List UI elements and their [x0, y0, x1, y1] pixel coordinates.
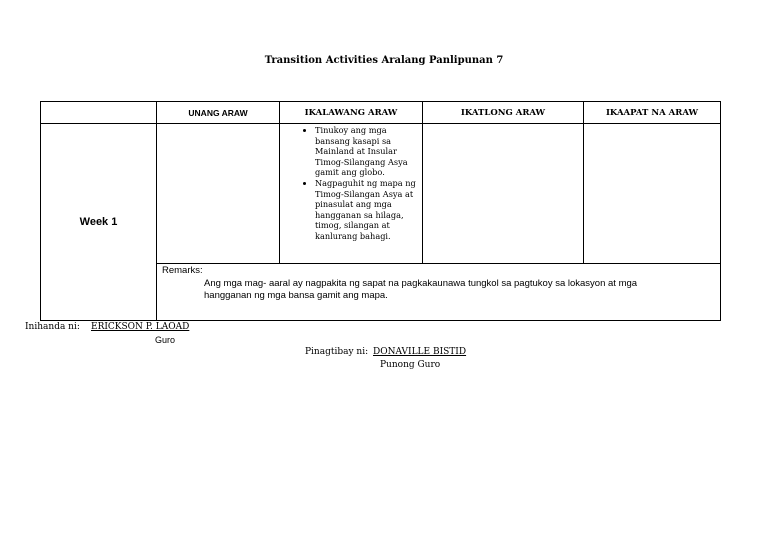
day2-cell: [280, 124, 423, 264]
approved-by-role: Punong Guro: [380, 360, 441, 370]
day2-task-list: [280, 125, 422, 242]
week-label: Week 1: [41, 124, 157, 321]
day1-cell: [157, 124, 280, 264]
header-ikatlong-araw: IKATLONG ARAW: [423, 102, 584, 124]
document-title: Transition Activities Aralang Panlipunan 7: [264, 55, 504, 66]
lesson-plan-table: [40, 101, 721, 321]
remarks-cell: [157, 264, 721, 321]
list-item: • Tinukoy ang mga bansang kasapi sa Mainland at Insular Timog-Silangang Asya gamit ang globo.: [315, 125, 422, 178]
remarks-label: Remarks:: [162, 265, 203, 276]
day4-cell: [584, 124, 721, 264]
header-ikaapat-na-araw: IKAAPAT NA ARAW: [584, 102, 721, 124]
prepared-by-name: ERICKSON P. LAOAD: [91, 322, 190, 332]
week-row: [41, 124, 721, 264]
list-item: • Nagpaguhit ng mapa ng Timog-Silangan Asya at pinasulat ang mga hangganan sa hilaga, timog, silangan at kanlurang bahagi.: [315, 178, 422, 242]
header-unang-araw: UNANG ARAW: [157, 102, 280, 124]
day3-cell: [423, 124, 584, 264]
approved-by-name: DONAVILLE BISTID: [373, 347, 467, 357]
remarks-text: Ang mga mag- aaral ay nagpakita ng sapat na pagkakaunawa tungkol sa pagtukoy sa lokasyon at mga hangganan ng mga bansa gamit ang mapa.: [204, 278, 638, 301]
prepared-by-label: Inihanda ni:: [25, 322, 80, 332]
header-ikalawang-araw: IKALAWANG ARAW: [280, 102, 423, 124]
header-empty: [41, 102, 157, 124]
approved-by-label: Pinagtibay ni:: [305, 347, 369, 357]
header-row: [41, 102, 721, 124]
prepared-by-role: Guro: [155, 335, 176, 345]
